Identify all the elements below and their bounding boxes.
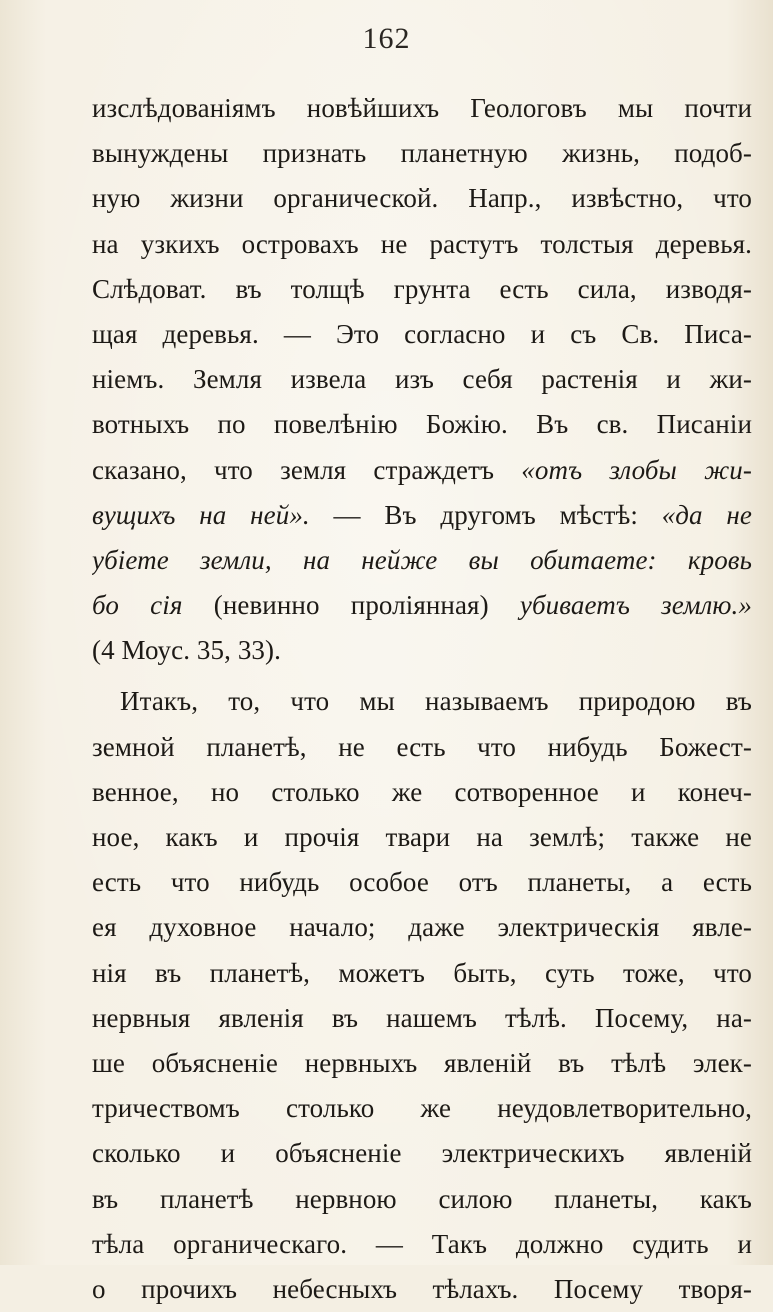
text-line: въ планетѣ нервною силою планеты, какъ <box>92 1183 752 1214</box>
text-line: ея духовное начало; даже электрическія явле- <box>92 912 752 943</box>
text-line: ное, какъ и прочія твари на землѣ; также не <box>92 822 752 852</box>
text-line <box>92 583 752 628</box>
text-span: сказано, что земля страждетъ <box>92 454 522 485</box>
italic-quote: убіете земли, на нейже вы обитаете: кровь <box>92 544 752 575</box>
text-line: Слѣдоват. въ толщѣ грунта есть сила, изводя- <box>92 273 752 304</box>
text-line <box>92 493 752 538</box>
text-line <box>92 448 752 493</box>
text-line: ную жизни органической. Напр., извѣстно, что <box>92 183 752 214</box>
page-number: 162 <box>362 22 411 55</box>
text-line: тѣла органическаго. — Такъ должно судить и <box>92 1228 752 1259</box>
text-line: вынуждены признать планетную жизнь, подоб- <box>92 138 752 169</box>
text-line: (4 Моус. 35, 33). <box>92 635 281 666</box>
text-line <box>92 538 752 583</box>
italic-quote: «да не <box>661 499 752 530</box>
text-line: ше объясненіе нервныхъ явленій въ тѣлѣ элек- <box>92 1047 752 1078</box>
text-line: вотныхъ по повелѣнію Божію. Въ св. Писаніи <box>92 409 752 440</box>
body-text <box>92 86 752 1312</box>
text-line: нервныя явленія въ нашемъ тѣлѣ. Посему, на- <box>92 1002 752 1033</box>
text-span: — Въ другомъ мѣстѣ: <box>309 499 662 530</box>
text-span: (невинно проліянная) <box>182 590 520 621</box>
text-line: земной планетѣ, не есть что нибудь Божест- <box>92 731 752 762</box>
text-line: о прочихъ небесныхъ тѣлахъ. Посему творя- <box>92 1273 752 1304</box>
text-line: венное, но столько же сотворенное и конеч- <box>92 776 752 807</box>
text-line: сколько и объясненіе электрическихъ явленій <box>92 1138 752 1169</box>
text-line: на узкихъ островахъ не растутъ толстыя деревья. <box>92 228 752 259</box>
italic-quote: бо сія <box>92 590 183 621</box>
text-line: тричествомъ столько же неудовлетворительно, <box>92 1093 752 1124</box>
italic-quote: вущихъ на ней». <box>92 499 310 530</box>
text-line: щая деревья. — Это согласно и съ Св. Писа- <box>92 318 752 349</box>
italic-quote: убиваетъ землю.» <box>519 590 752 621</box>
italic-quote: «отъ злобы жи- <box>521 454 752 485</box>
text-line: нія въ планетѣ, можетъ быть, суть тоже, что <box>92 957 752 988</box>
text-line: есть что нибудь особое отъ планеты, а есть <box>92 867 752 898</box>
text-line: ніемъ. Земля извела изъ себя растенія и жи- <box>92 364 752 395</box>
text-line: изслѣдованіямъ новѣйшихъ Геологовъ мы почти <box>92 93 752 123</box>
text-line: Итакъ, то, что мы называемъ природою въ <box>120 686 752 717</box>
